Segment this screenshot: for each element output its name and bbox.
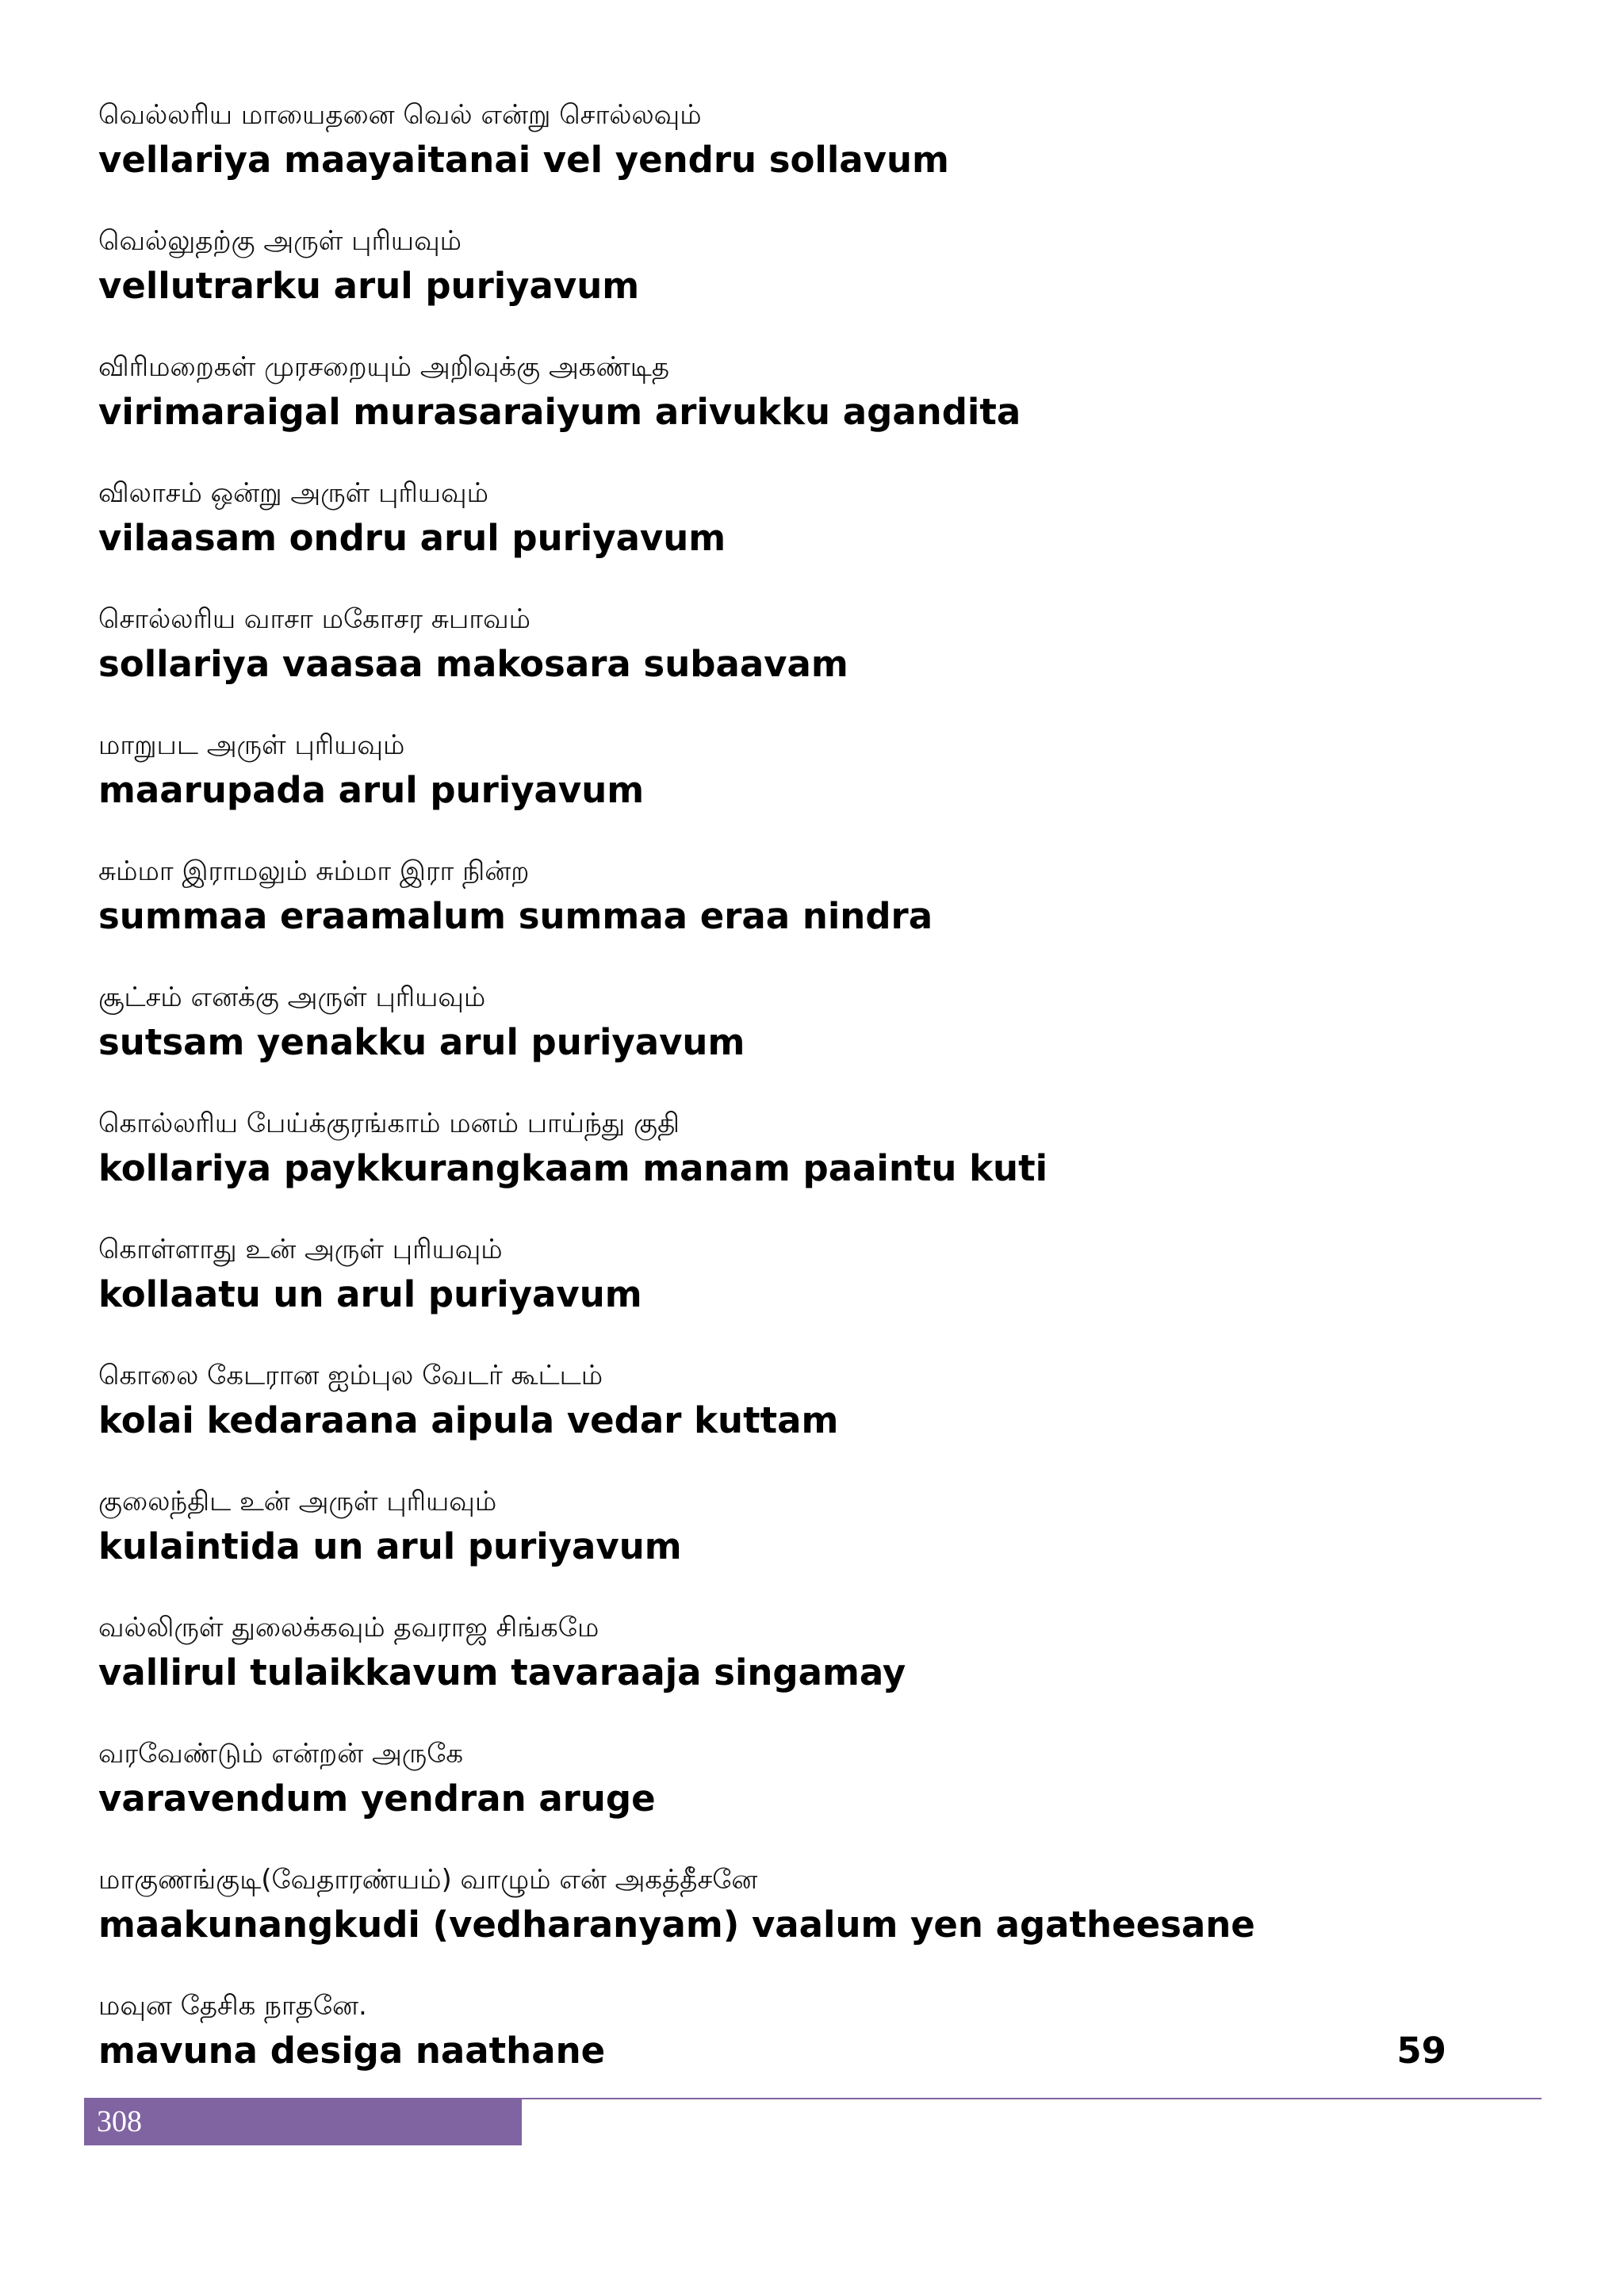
- tamil-text: வெல்லுதற்கு அருள் புரியவும்: [98, 225, 462, 257]
- verse-line: [98, 1480, 1446, 1606]
- verse-line: [98, 976, 1446, 1102]
- verse-line: [98, 1606, 1446, 1732]
- tamil-text: வெல்லரிய மாயைதனை வெல் என்று சொல்லவும்: [98, 99, 702, 131]
- transliteration-text: kulaintida un arul puriyavum: [98, 1525, 682, 1567]
- transliteration-text: vallirul tulaikkavum tavaraaja singamay: [98, 1651, 906, 1693]
- transliteration-text: mavuna desiga naathane: [98, 2030, 606, 2072]
- verse-line: [98, 1858, 1446, 1984]
- page-number-tab: [84, 2099, 522, 2145]
- transliteration-text: kolai kedaraana aipula vedar kuttam: [98, 1399, 839, 1441]
- verse-number: 59: [1396, 2030, 1446, 2072]
- verse-line: [98, 724, 1446, 850]
- tamil-text: விலாசம் ஒன்று அருள் புரியவும்: [98, 477, 488, 509]
- transliteration-text: sutsam yenakku arul puriyavum: [98, 1021, 745, 1063]
- transliteration-text: sollariya vaasaa makosara subaavam: [98, 643, 848, 685]
- transliteration-text: vilaasam ondru arul puriyavum: [98, 517, 726, 559]
- transliteration-text: maarupada arul puriyavum: [98, 769, 645, 811]
- verse-line: [98, 220, 1446, 346]
- tamil-text: கொலை கேடரான ஐம்புல வேடர் கூட்டம்: [98, 1360, 603, 1391]
- tamil-text: சொல்லரிய வாசா மகோசர சுபாவம்: [98, 603, 530, 635]
- transliteration-text: vellariya maayaitanai vel yendru sollavum: [98, 139, 949, 181]
- verse-line: [98, 598, 1446, 724]
- verse-line: [98, 1984, 1446, 2110]
- tamil-text: குலைந்திட உன் அருள் புரியவும்: [98, 1486, 497, 1517]
- verse-line: [98, 1354, 1446, 1480]
- tamil-text: சும்மா இராமலும் சும்மா இரா நின்ற: [98, 855, 530, 887]
- tamil-text: மாகுணங்குடி(வேதாரண்யம்) வாழும் என் அகத்தீசனே: [98, 1864, 758, 1896]
- transliteration-text: varavendum yendran aruge: [98, 1777, 656, 1820]
- transliteration-text: summaa eraamalum summaa eraa nindra: [98, 895, 933, 937]
- tamil-text: விரிமறைகள் முரசறையும் அறிவுக்கு அகண்டித: [98, 351, 669, 383]
- transliteration-text: kollaatu un arul puriyavum: [98, 1273, 642, 1315]
- tamil-text: மாறுபட அருள் புரியவும்: [98, 729, 405, 761]
- tamil-text: வரவேண்டும் என்றன் அருகே: [98, 1738, 464, 1770]
- transliteration-text: maakunangkudi (vedharanyam) vaalum yen agatheesane: [98, 1904, 1255, 1946]
- verse-line: [98, 472, 1446, 598]
- tamil-text: மவுன தேசிக நாதனே.: [98, 1990, 367, 2022]
- transliteration-text: vellutrarku arul puriyavum: [98, 265, 640, 307]
- verse-line: [98, 346, 1446, 472]
- tamil-text: கொள்ளாது உன் அருள் புரியவும்: [98, 1234, 503, 1265]
- tamil-text: கொல்லரிய பேய்க்குரங்காம் மனம் பாய்ந்து குதி: [98, 1108, 680, 1139]
- verse-line: [98, 850, 1446, 976]
- transliteration-text: kollariya paykkurangkaam manam paaintu kuti: [98, 1147, 1048, 1189]
- verse-line: [98, 1732, 1446, 1858]
- verse-list: [98, 94, 1446, 2110]
- tamil-text: வல்லிருள் துலைக்கவும் தவராஜ சிங்கமே: [98, 1612, 599, 1644]
- verse-line: [98, 1228, 1446, 1354]
- tamil-text: சூட்சம் எனக்கு அருள் புரியவும்: [98, 982, 486, 1013]
- transliteration-text: virimaraigal murasaraiyum arivukku agandita: [98, 391, 1021, 433]
- verse-line: [98, 1102, 1446, 1228]
- verse-line: [98, 94, 1446, 220]
- page-number: 308: [97, 2105, 142, 2138]
